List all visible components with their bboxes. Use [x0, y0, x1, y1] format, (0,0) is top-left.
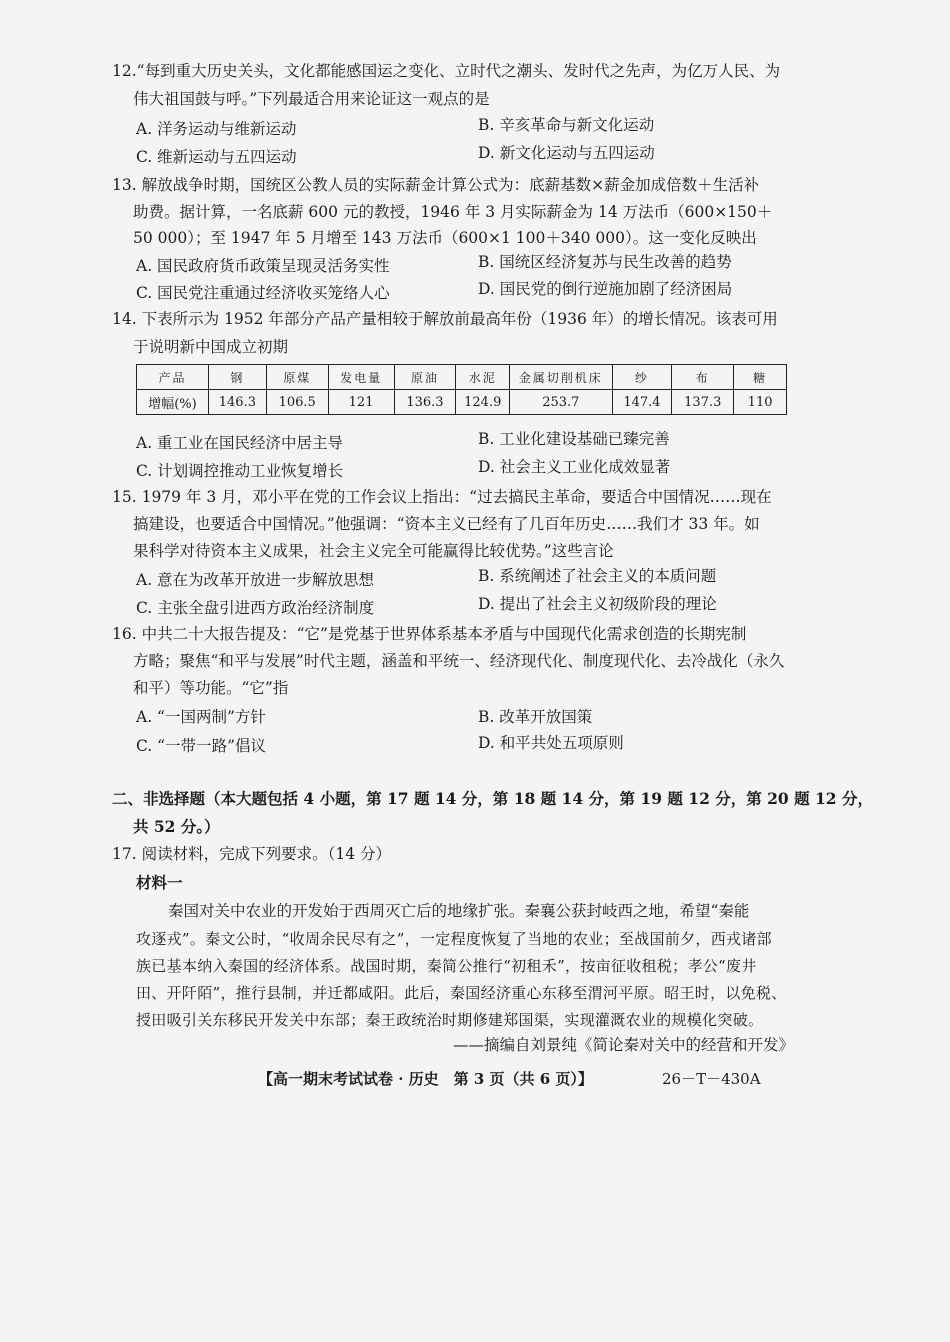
material-one-heading: 材料一	[136, 873, 183, 892]
q16-stem-line3: 和平）等功能。“它”指	[133, 679, 289, 697]
q16-option-c: C. “一带一路”倡议	[136, 737, 267, 755]
table-cell: 金属切削机床	[510, 365, 612, 390]
table-cell: 110	[734, 390, 787, 415]
material-para-line3: 族已基本纳入秦国的经济体系。战国时期，秦简公推行“初租禾”，按亩征收租税；孝公“废井	[136, 957, 757, 975]
section2-title-line1: 二、非选择题（本大题包括 4 小题，第 17 题 14 分，第 18 题 14 分，第 19 题 12 分，第 20 题 12 分，	[112, 789, 873, 808]
table-cell: 106.5	[266, 390, 328, 415]
q12-stem-line1: 12.“每到重大历史关头，文化都能感国运之变化、立时代之潮头、发时代之先声，为亿万人民、为	[112, 62, 781, 80]
q13-stem-line3: 50 000）；至 1947 年 5 月增至 143 万法币（600×1 100＋340 000）。这一变化反映出	[133, 229, 757, 247]
q15-stem-line3: 果科学对待资本主义成果，社会主义完全可能赢得比较优势。”这些言论	[133, 542, 614, 560]
q15-option-b: B. 系统阐述了社会主义的本质问题	[478, 567, 717, 585]
table-cell: 增幅(%)	[137, 390, 209, 415]
q14-option-a: A. 重工业在国民经济中居主导	[136, 434, 344, 452]
q14-option-b: B. 工业化建设基础已臻完善	[478, 430, 670, 448]
material-para-line2: 攻逐戎”。秦文公时，“收周余民尽有之”，一定程度恢复了当地的农业；至战国前夕，西戎诸部	[136, 930, 772, 948]
q14-option-c: C. 计划调控推动工业恢复增长	[136, 462, 344, 480]
exam-code: 26－T－430A	[662, 1070, 761, 1088]
q14-stem-line1: 14. 下表所示为 1952 年部分产品产量相较于解放前最高年份（1936 年）的增长情况。该表可用	[112, 310, 778, 328]
section2-title-line2: 共 52 分。）	[133, 817, 220, 836]
table-cell: 136.3	[394, 390, 456, 415]
table-cell: 121	[328, 390, 394, 415]
q13-stem-line1: 13. 解放战争时期，国统区公教人员的实际薪金计算公式为：底薪基数×薪金加成倍数＋生活补	[112, 176, 760, 194]
q12-option-c: C. 维新运动与五四运动	[136, 148, 297, 166]
table-cell: 146.3	[208, 390, 266, 415]
material-para-line1: 秦国对关中农业的开发始于西周灭亡后的地缘扩张。秦襄公获封岐西之地，希望“秦能	[168, 902, 750, 920]
q15-option-c: C. 主张全盘引进西方政治经济制度	[136, 599, 375, 617]
table-cell: 147.4	[612, 390, 672, 415]
q13-option-d: D. 国民党的倒行逆施加剧了经济困局	[478, 280, 733, 298]
table-cell: 发电量	[328, 365, 394, 390]
q12-option-a: A. 洋务运动与维新运动	[136, 120, 297, 138]
q12-stem-line2: 伟大祖国鼓与呼。”下列最适合用来论证这一观点的是	[133, 90, 490, 108]
q12-option-d: D. 新文化运动与五四运动	[478, 144, 655, 162]
production-growth-table	[136, 364, 787, 415]
q15-option-d: D. 提出了社会主义初级阶段的理论	[478, 595, 717, 613]
table-row	[137, 390, 787, 415]
q16-option-d: D. 和平共处五项原则	[478, 734, 624, 752]
table-cell: 253.7	[510, 390, 612, 415]
table-cell: 原煤	[266, 365, 328, 390]
page-footer-title: 【高一期末考试试卷 · 历史 第 3 页（共 6 页）】	[258, 1070, 593, 1088]
material-para-line5: 授田吸引关东移民开发关中东部；秦王政统治时期修建郑国渠，实现灌溉农业的规模化突破。	[136, 1011, 764, 1029]
q16-stem-line1: 16. 中共二十大报告提及：“它”是党基于世界体系基本矛盾与中国现代化需求创造的长期宪制	[112, 625, 747, 643]
q14-option-d: D. 社会主义工业化成效显著	[478, 458, 671, 476]
q15-stem-line2: 搞建设，也要适合中国情况。”他强调：“资本主义已经有了几百年历史……我们才 33 年。如	[133, 515, 760, 533]
table-cell: 原油	[394, 365, 456, 390]
q15-option-a: A. 意在为改革开放进一步解放思想	[136, 571, 375, 589]
q14-stem-line2: 于说明新中国成立初期	[133, 338, 289, 356]
q16-stem-line2: 方略；聚焦“和平与发展”时代主题，涵盖和平统一、经济现代化、制度现代化、去冷战化（永久	[133, 652, 785, 670]
q16-option-a: A. “一国两制”方针	[136, 708, 266, 726]
q17-stem: 17. 阅读材料，完成下列要求。（14 分）	[112, 845, 391, 863]
material-para-line4: 田、开阡陌”，推行县制，并迁都咸阳。此后，秦国经济重心东移至渭河平原。昭王时，以免税、	[136, 984, 787, 1002]
table-header-row	[137, 365, 787, 390]
q16-option-b: B. 改革开放国策	[478, 708, 593, 726]
q15-stem-line1: 15. 1979 年 3 月，邓小平在党的工作会议上指出：“过去搞民主革命，要适合中国情况……现在	[112, 488, 772, 506]
table-cell: 产品	[137, 365, 209, 390]
q13-stem-line2: 助费。据计算，一名底薪 600 元的教授，1946 年 3 月实际薪金为 14 万法币（600×150＋	[133, 203, 773, 221]
table-cell: 糖	[734, 365, 787, 390]
table-cell: 水泥	[456, 365, 510, 390]
q13-option-a: A. 国民政府货币政策呈现灵活务实性	[136, 257, 390, 275]
table-cell: 纱	[612, 365, 672, 390]
table-cell: 124.9	[456, 390, 510, 415]
q12-option-b: B. 辛亥革命与新文化运动	[478, 116, 655, 134]
q13-option-b: B. 国统区经济复苏与民生改善的趋势	[478, 253, 732, 271]
material-source: ——摘编自刘景纯《简论秦对关中的经营和开发》	[452, 1036, 794, 1054]
table-cell: 布	[672, 365, 734, 390]
table-cell: 137.3	[672, 390, 734, 415]
table-cell: 钢	[208, 365, 266, 390]
q13-option-c: C. 国民党注重通过经济收买笼络人心	[136, 284, 390, 302]
